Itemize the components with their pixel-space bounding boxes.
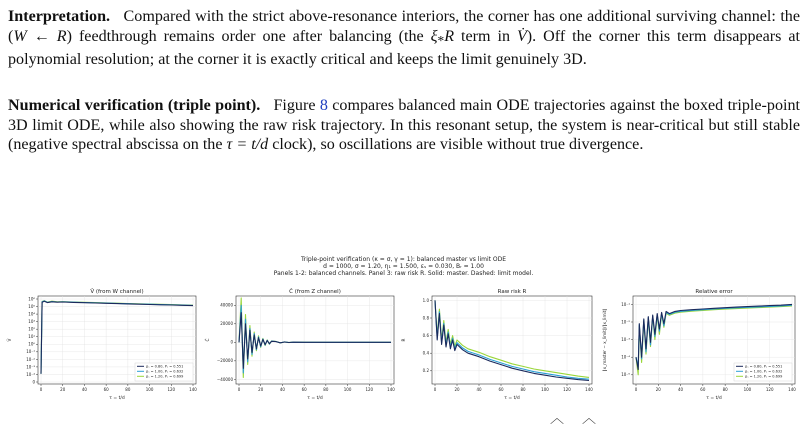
text-run: oscillations are visible without true divergence. xyxy=(338,136,644,154)
math-symbol: R xyxy=(56,27,67,45)
y-tick-label: 10⁻⁴ xyxy=(26,371,35,377)
x-tick-label: 60 xyxy=(103,387,109,392)
x-tick-label: 60 xyxy=(498,387,504,392)
math-symbol: W xyxy=(13,27,27,45)
y-tick-label: 0.6 xyxy=(422,333,429,338)
x-tick-label: 140 xyxy=(387,387,395,392)
text-run: compares balanced main ODE trajectories against xyxy=(327,97,656,114)
y-tick-label: 10² xyxy=(28,326,35,332)
y-tick-label: 0.4 xyxy=(422,350,429,356)
y-tick-label: 10⁴ xyxy=(28,311,35,317)
x-tick-label: 60 xyxy=(700,387,706,392)
y-tick-label: 0.2 xyxy=(422,368,429,374)
numerical-verification-heading: Numerical verification (triple point). xyxy=(8,97,261,114)
y-tick-label: 10⁻⁴ xyxy=(621,354,630,360)
x-tick-label: 100 xyxy=(743,387,752,392)
text-run: keeps the limit genuinely 3D. xyxy=(396,51,587,69)
panel-title: V̂ (from W channel) xyxy=(90,289,144,295)
legend-entry: ρₛ = 1.20, Pₛ = 0.699 xyxy=(146,374,184,379)
text-run: Compared with the strict above-resonance interiors, the corner has one additional xyxy=(123,8,652,25)
x-tick-label: 80 xyxy=(722,387,728,392)
caret-up-icon: ︿ xyxy=(582,411,596,427)
x-tick-label: 100 xyxy=(343,387,352,392)
y-axis-label: R xyxy=(401,338,406,342)
x-tick-label: 40 xyxy=(279,387,285,392)
x-axis-label: τ = t/d xyxy=(109,396,125,401)
y-axis-label: V̂ xyxy=(7,338,12,342)
legend-entry: ρₛ = 0.80, Pₛ = 0.551 xyxy=(146,364,184,369)
x-tick-label: 60 xyxy=(301,387,307,392)
interpretation-heading: Interpretation. xyxy=(8,8,111,25)
x-tick-label: 120 xyxy=(765,387,774,392)
y-tick-label: 10⁶ xyxy=(28,296,35,302)
x-tick-label: 40 xyxy=(81,387,87,392)
x-tick-label: 120 xyxy=(563,387,571,392)
x-tick-label: 0 xyxy=(39,387,43,392)
x-tick-label: 120 xyxy=(167,387,176,392)
x-tick-label: 100 xyxy=(145,387,154,392)
math-expression: τ = t/d xyxy=(226,136,269,154)
x-tick-label: 80 xyxy=(520,387,526,392)
caret-up-icon: ︿ xyxy=(550,411,564,427)
numerical-verification-paragraph xyxy=(8,96,800,155)
figure-title-line: d = 1000, σ = 1.20, η₁ = 1.500, εₛ = 0.030, Bᵣ = 1.00 xyxy=(323,263,484,271)
figure-suptitle xyxy=(0,256,807,278)
text-run: term in xyxy=(454,27,517,45)
text-run: the boxed triple-point 3D limit ODE, while also showing the raw risk trajectory. In this resonant xyxy=(8,97,800,134)
panel-title: Raw risk R xyxy=(497,289,527,295)
y-tick-label: 0 xyxy=(32,379,35,385)
x-tick-label: 80 xyxy=(323,387,329,392)
y-tick-label: 10⁻³ xyxy=(621,336,630,342)
text-run: clock), so xyxy=(268,136,335,154)
y-tick-label: −20000 xyxy=(216,358,233,364)
x-tick-label: 100 xyxy=(541,387,549,392)
math-symbol: V̇ xyxy=(516,27,527,45)
text-run: setup, the system is near-critical but still stable (negative spectral abscissa on the xyxy=(8,116,801,154)
x-tick-label: 0 xyxy=(634,387,638,392)
x-axis-label: τ = t/d xyxy=(307,396,323,401)
math-symbol: ← xyxy=(26,27,57,45)
y-axis-label: Ĉ xyxy=(205,338,210,342)
text-run: Off the corner this term disappears at polynomial resolution; at the corner it is exactly critical and xyxy=(8,27,800,69)
text-run: surviving channel: the ( xyxy=(8,8,800,45)
x-tick-label: 20 xyxy=(655,387,661,392)
x-tick-label: 40 xyxy=(476,387,482,392)
text-run: ). xyxy=(526,27,537,45)
panel-title: Relative error xyxy=(695,289,733,295)
interpretation-paragraph xyxy=(8,7,800,70)
x-tick-label: 80 xyxy=(125,387,131,392)
figure-panels xyxy=(0,278,807,428)
y-tick-label: 10⁻² xyxy=(621,319,630,325)
x-tick-label: 20 xyxy=(454,387,460,392)
y-tick-label: 10⁻¹ xyxy=(26,349,35,355)
x-tick-label: 140 xyxy=(585,387,593,392)
y-tick-label: 1.0 xyxy=(422,297,429,303)
y-tick-label: 10³ xyxy=(28,319,35,325)
y-axis-label: ‖x_master − x_limit‖/‖x_limit‖ xyxy=(602,308,607,372)
y-tick-label: 0.8 xyxy=(422,315,429,321)
y-tick-label: 20000 xyxy=(220,321,233,327)
x-tick-label: 0 xyxy=(237,387,241,392)
legend-entry: ρₛ = 1.00, Pₛ = 0.632 xyxy=(745,369,783,374)
x-tick-label: 120 xyxy=(365,387,374,392)
x-tick-label: 20 xyxy=(258,387,264,392)
figure-reference-link[interactable]: 8 xyxy=(319,97,328,114)
figure-title-line: Panels 1-2: balanced channels. Panel 3: raw risk R. Solid: master. Dashed: limit model. xyxy=(273,270,534,278)
legend-entry: ρₛ = 1.20, Pₛ = 0.699 xyxy=(745,374,783,379)
legend-entry: ρₛ = 1.00, Pₛ = 0.632 xyxy=(146,369,184,374)
x-tick-label: 20 xyxy=(60,387,66,392)
y-tick-label: 10¹ xyxy=(28,334,35,340)
y-tick-label: 0 xyxy=(230,339,233,345)
math-symbol: ξ xyxy=(430,27,438,45)
figure-title-line: Triple-point verification (κ = σ, γ = 1): balanced master vs limit ODE xyxy=(300,256,507,263)
y-tick-label: 40000 xyxy=(220,302,233,308)
x-axis-label: τ = t/d xyxy=(504,396,520,401)
x-tick-label: 140 xyxy=(189,387,197,392)
y-tick-label: −40000 xyxy=(216,376,233,382)
y-tick-label: 10⁻³ xyxy=(26,364,35,370)
y-tick-label: 10⁵ xyxy=(28,303,35,309)
panel-title: Ĉ (from Z channel) xyxy=(289,289,341,295)
math-symbol: R xyxy=(444,27,455,45)
x-axis-label: τ = t/d xyxy=(706,396,722,401)
text-run: ) feedthrough remains order one after balancing (the xyxy=(66,27,431,45)
y-tick-label: 10⁰ xyxy=(28,341,35,347)
y-tick-label: 10⁻¹ xyxy=(621,301,630,307)
y-tick-label: 10⁻² xyxy=(26,356,35,362)
x-tick-label: 0 xyxy=(433,387,437,392)
x-tick-label: 140 xyxy=(788,387,796,392)
text-run: Figure xyxy=(273,97,320,114)
x-tick-label: 40 xyxy=(678,387,684,392)
math-subscript: * xyxy=(437,32,445,48)
legend-entry: ρₛ = 0.80, Pₛ = 0.551 xyxy=(745,364,783,369)
y-tick-label: 10⁻⁵ xyxy=(621,372,630,378)
